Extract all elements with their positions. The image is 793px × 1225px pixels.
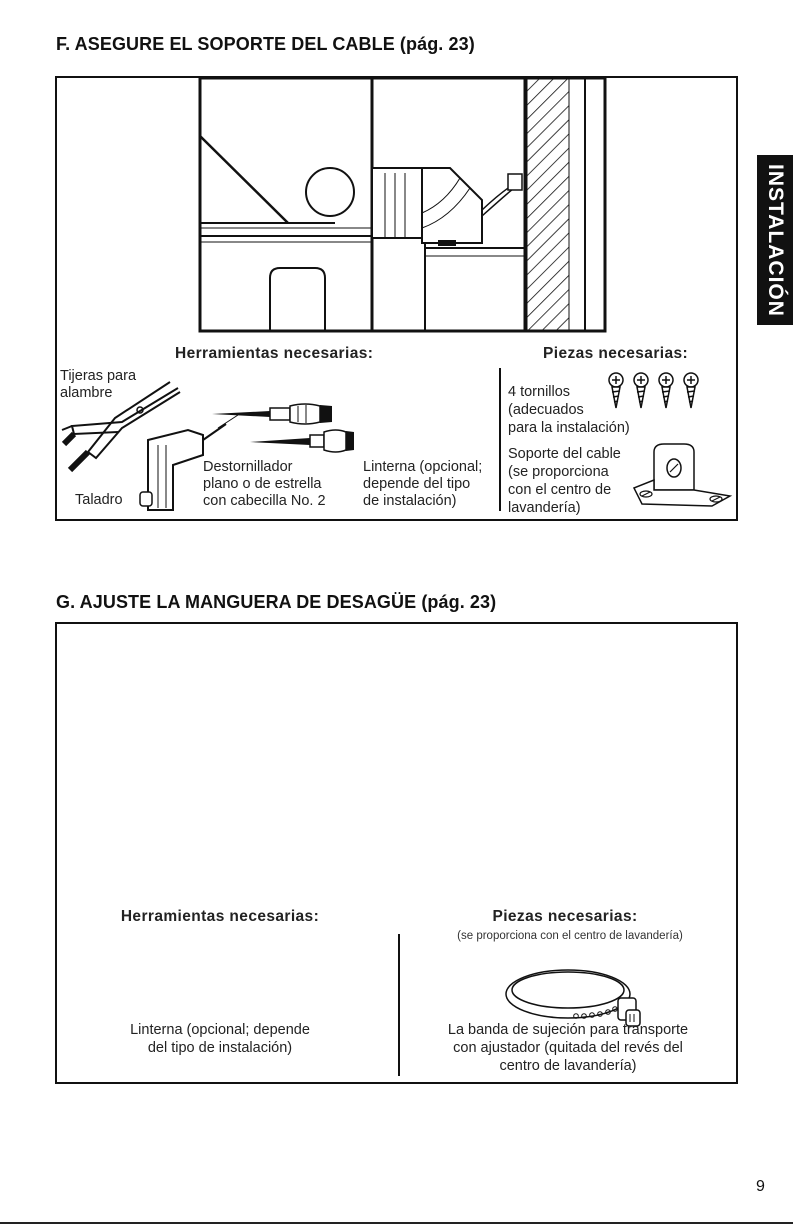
bottom-rule xyxy=(0,1222,793,1224)
section-g-divider xyxy=(398,934,400,1076)
drill-label: Taladro xyxy=(75,492,123,508)
wire-cutters-label-line2: alambre xyxy=(60,385,113,401)
screws-label-line1: 4 tornillos xyxy=(508,384,571,400)
screws-label-line3: para la instalación) xyxy=(508,420,630,436)
flashlight-label-line3: de instalación) xyxy=(363,493,457,509)
section-g-parts-heading: Piezas necesarias: xyxy=(492,908,638,925)
flashlight-label-line2: depende del tipo xyxy=(363,476,471,492)
cable-bracket-label-line2: (se proporciona xyxy=(508,464,609,480)
section-g-parts-note: (se proporciona con el centro de lavandería) xyxy=(457,930,683,942)
screwdriver-icon xyxy=(210,400,355,460)
section-f-divider xyxy=(499,368,501,511)
installation-side-tab-label: INSTALACIÓN xyxy=(764,163,787,317)
section-f-parts-heading: Piezas necesarias: xyxy=(543,345,689,362)
cable-bracket-label-line3: con el centro de xyxy=(508,482,612,498)
laundry-center-illustration xyxy=(200,78,605,332)
cable-bracket-icon xyxy=(632,440,734,510)
installation-side-tab xyxy=(757,155,793,325)
clamp-label-line3: centro de lavandería) xyxy=(499,1058,637,1074)
section-f-tools-heading: Herramientas necesarias: xyxy=(175,345,374,362)
section-g-title: G. AJUSTE LA MANGUERA DE DESAGÜE (pág. 23) xyxy=(56,592,497,612)
page-number: 9 xyxy=(756,1178,765,1195)
section-g-tools-heading: Herramientas necesarias: xyxy=(120,908,320,925)
cable-bracket-label-line1: Soporte del cable xyxy=(508,446,621,462)
screwdriver-label-line2: plano o de estrella xyxy=(203,476,322,492)
screwdriver-label-line1: Destornillador xyxy=(203,459,293,475)
screws-label-line2: (adecuados xyxy=(508,402,584,418)
cable-bracket-label-line4: lavandería) xyxy=(508,500,581,516)
g-flashlight-label-line2: del tipo de instalación) xyxy=(147,1040,293,1056)
flashlight-label-line1: Linterna (opcional; xyxy=(363,459,483,475)
screwdriver-label-line3: con cabecilla No. 2 xyxy=(203,493,326,509)
clamp-label-line1: La banda de sujeción para transporte xyxy=(447,1022,689,1038)
wire-cutters-label-line1: Tijeras para xyxy=(60,368,137,384)
section-f-title: F. ASEGURE EL SOPORTE DEL CABLE (pág. 23) xyxy=(56,34,475,54)
clamp-label-line2: con ajustador (quitada del revés del xyxy=(453,1040,683,1056)
g-flashlight-label-line1: Linterna (opcional; depende xyxy=(130,1022,310,1038)
screws-icon xyxy=(604,372,704,412)
